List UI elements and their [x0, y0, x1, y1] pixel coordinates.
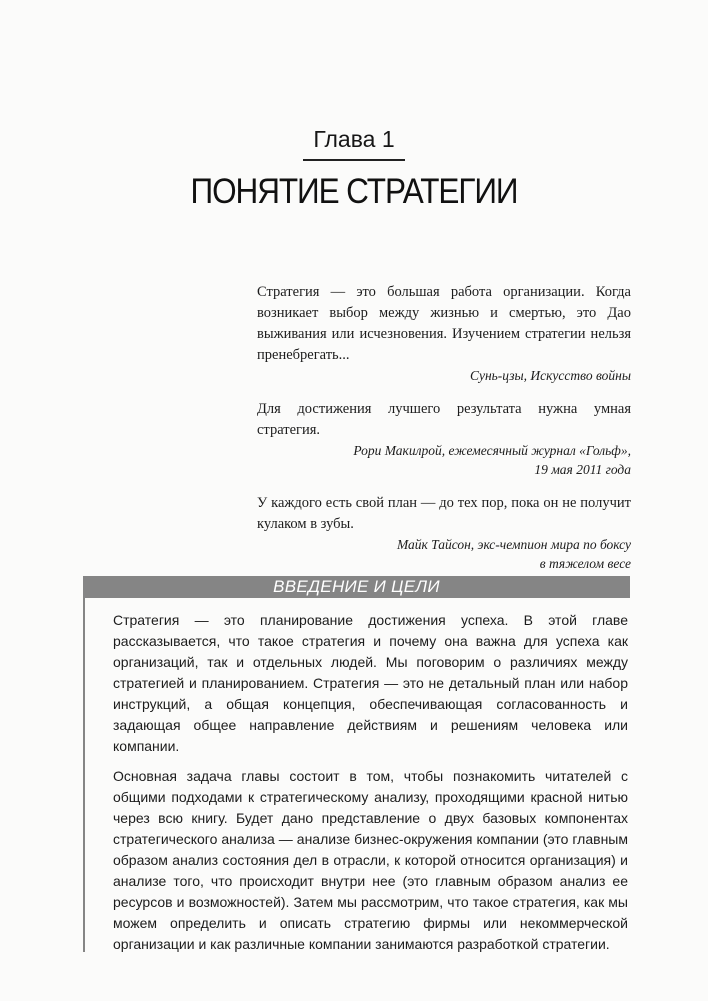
epigraph-source: Сунь-цзы, Искусство войны [469, 368, 631, 383]
body-paragraph: Основная задача главы состоит в том, чтобы познакомить читателей с общими подходами к стратегическому анализу, проходящими красной нитью через всю книгу. Будет дано представление о двух базовых компонентах стратегического анализа — анализе бизнес-окружения компании (это главным образом анализ состояния дел в отрасли, к которой относится организация) и анализе того, что происходит внутри нее (это главным образом анализ ее ресурсов и возможностей). Затем мы рассмотрим, что такое стратегия, как мы можем определить и описать стратегию фирмы или некоммерческой организации и как различные компании занимаются разработкой стратегии. [113, 768, 628, 952]
body-paragraph: Стратегия — это планирование достижения успеха. В этой главе рассказывается, что такое стратегия и почему она важна для успеха как организаций, так и отдельных людей. Мы поговорим о различиях между стратегией и планированием. Стратегия — это не детальный план или набор инструкций, а общая концепция, обеспечивающая согласованность и задающая общее направление действиям и решениям человека или компании. [113, 612, 628, 754]
epigraph-source: Рори Макилрой, ежемесячный журнал «Гольф», [353, 443, 631, 458]
epigraphs [257, 282, 631, 587]
epigraph-source-cont: в тяжелом весе [539, 556, 631, 571]
epigraph-quote: Для достижения лучшего результата нужна умная стратегия. [257, 401, 631, 438]
epigraph-mcilroy [257, 399, 631, 479]
section-title: ВВЕДЕНИЕ И ЦЕЛИ [273, 577, 440, 596]
chapter-label [0, 126, 708, 161]
chapter-title: ПОНЯТИЕ СТРАТЕГИИ [190, 172, 518, 211]
section-body [113, 610, 628, 964]
epigraph-sun-tzu [257, 282, 631, 385]
epigraph-tyson [257, 493, 631, 573]
epigraph-quote: У каждого есть свой план — до тех пор, пока он не получит кулаком в зубы. [257, 495, 631, 532]
epigraph-source: Майк Тайсон, экс-чемпион мира по боксу [396, 537, 631, 552]
section-header-bar [83, 576, 630, 598]
epigraph-quote: Стратегия — это большая работа организации. Когда возникает выбор между жизнью и смертью, это Дао выживания или исчезновения. Изучением стратегии нельзя пренебрегать... [257, 284, 631, 363]
epigraph-source-date: 19 мая 2011 года [534, 462, 631, 477]
chapter-number: Глава 1 [303, 126, 404, 161]
section-left-rule [83, 598, 85, 952]
